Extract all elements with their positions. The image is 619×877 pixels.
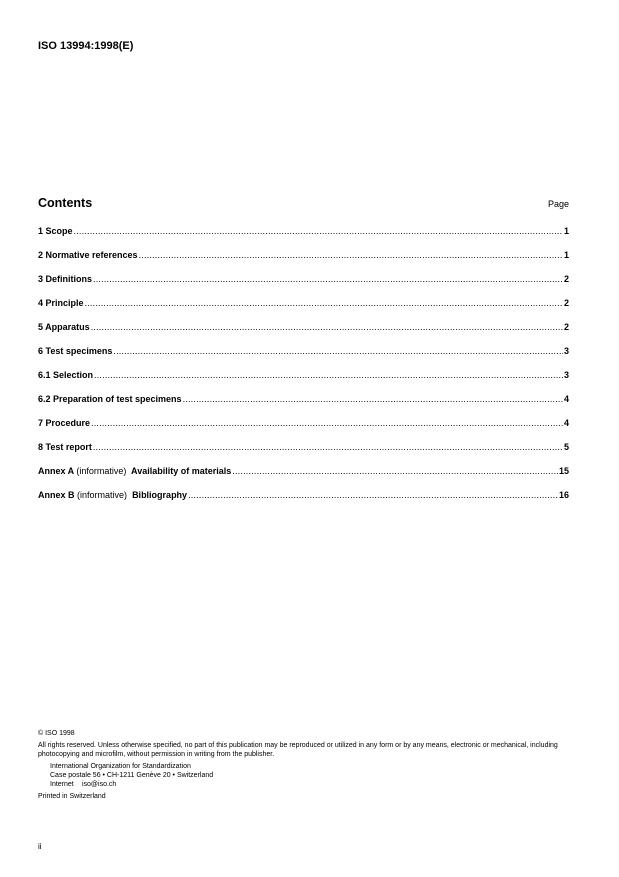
toc-entry-label: 7 Procedure	[38, 418, 91, 428]
toc-page-number: 2	[563, 322, 569, 332]
toc-page-number: 2	[563, 274, 569, 284]
dot-leader	[94, 370, 563, 380]
dot-leader	[85, 298, 563, 308]
contents-header	[38, 196, 569, 210]
dot-leader	[91, 322, 563, 332]
dot-leader	[139, 250, 563, 260]
annex-prefix: Annex A	[38, 466, 74, 476]
toc-entry-test-specimens[interactable]	[38, 346, 569, 370]
publisher-address	[38, 762, 578, 789]
toc-entry-label: 5 Apparatus	[38, 322, 90, 332]
page-number: ii	[38, 842, 42, 851]
toc-page-number: 5	[563, 442, 569, 452]
dot-leader	[183, 394, 563, 404]
toc-entry-test-report[interactable]	[38, 442, 569, 466]
toc-entry-label: 1 Scope	[38, 226, 73, 236]
toc-entry-procedure[interactable]	[38, 418, 569, 442]
toc-page-number: 4	[563, 418, 569, 428]
dot-leader	[93, 442, 563, 452]
toc-page-number: 4	[563, 394, 569, 404]
toc-entry-label: 3 Definitions	[38, 274, 93, 284]
toc-entry-definitions[interactable]	[38, 274, 569, 298]
copyright-line: © ISO 1998	[38, 730, 75, 737]
toc-entry-preparation-of-test-specimens[interactable]	[38, 394, 569, 418]
toc-entry-principle[interactable]	[38, 298, 569, 322]
annex-title: Bibliography	[132, 490, 188, 500]
toc-entry-scope[interactable]	[38, 226, 569, 250]
toc-entry-normative-references[interactable]	[38, 250, 569, 274]
contents-title: Contents	[38, 196, 93, 210]
toc-entry-label: 8 Test report	[38, 442, 92, 452]
toc-page-number: 16	[558, 490, 569, 500]
table-of-contents	[38, 226, 569, 514]
toc-entry-label: 6.1 Selection	[38, 370, 94, 380]
organization-name: International Organization for Standardization	[50, 763, 191, 770]
toc-page-number: 15	[558, 466, 569, 476]
postal-address: Case postale 56 • CH-1211 Genève 20 • Switzerland	[50, 772, 214, 779]
annex-informative-note: (informative)	[77, 490, 128, 500]
annex-prefix: Annex B	[38, 490, 75, 500]
dot-leader	[232, 466, 558, 476]
dot-leader	[188, 490, 558, 500]
dot-leader	[74, 226, 563, 236]
toc-entry-label: 2 Normative references	[38, 250, 138, 260]
toc-page-number: 3	[563, 346, 569, 356]
dot-leader	[93, 274, 563, 284]
toc-page-number: 1	[563, 226, 569, 236]
internet-label: Internet	[50, 781, 74, 788]
annex-title: Availability of materials	[131, 466, 232, 476]
rights-statement: All rights reserved. Unless otherwise specified, no part of this publication may be reproduced or utilized in any form or by any means, electronic or mechanical, including photocopying and microfilm, without permission in writing from the publisher.	[38, 742, 558, 758]
toc-entry-annex-a[interactable]	[38, 466, 569, 490]
toc-entry-selection[interactable]	[38, 370, 569, 394]
annex-informative-note: (informative)	[76, 466, 127, 476]
internet-contact	[50, 780, 578, 789]
toc-entry-label: 6 Test specimens	[38, 346, 113, 356]
toc-entry-label	[38, 466, 231, 476]
toc-entry-label	[38, 490, 187, 500]
email-link[interactable]: iso@iso.ch	[81, 781, 117, 788]
dot-leader	[113, 346, 563, 356]
toc-entry-annex-b[interactable]	[38, 490, 569, 514]
dot-leader	[91, 418, 563, 428]
toc-page-number: 3	[563, 370, 569, 380]
copyright-footer	[38, 729, 578, 801]
toc-page-number: 1	[563, 250, 569, 260]
printed-in: Printed in Switzerland	[38, 793, 106, 800]
toc-entry-apparatus[interactable]	[38, 322, 569, 346]
page-column-label: Page	[547, 199, 569, 209]
toc-entry-label: 4 Principle	[38, 298, 84, 308]
toc-page-number: 2	[563, 298, 569, 308]
document-id: ISO 13994:1998(E)	[38, 40, 134, 52]
toc-entry-label: 6.2 Preparation of test specimens	[38, 394, 182, 404]
